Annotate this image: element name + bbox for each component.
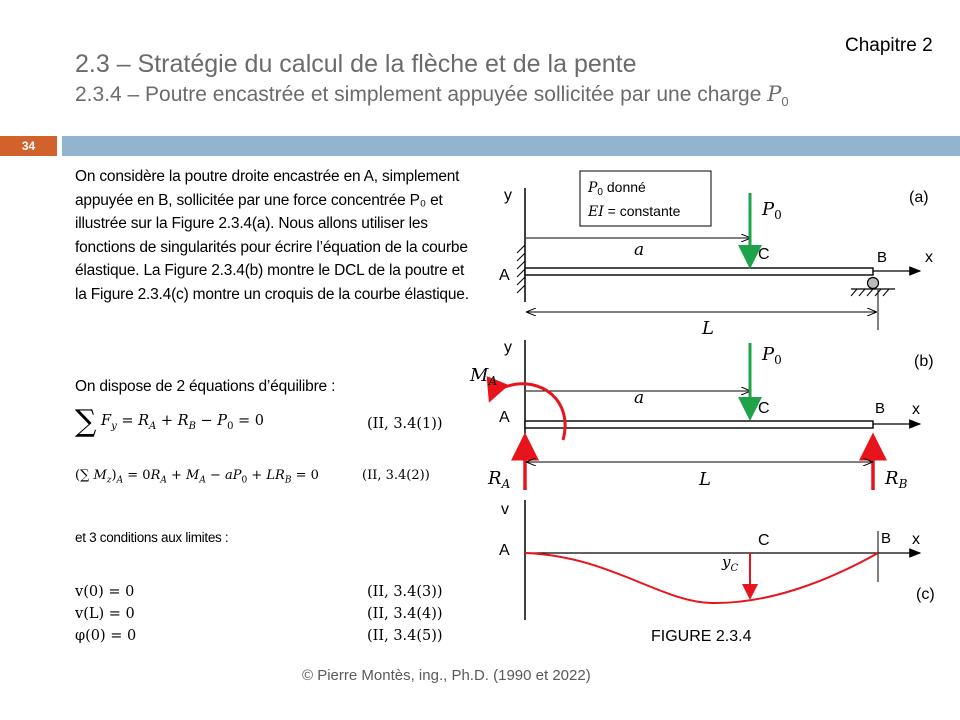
label-RA [487,468,511,491]
label-B-c: B [881,530,892,547]
info-line-1-word: donné [602,179,646,195]
label-P0-a-sub: 0 [774,208,782,222]
roller-ground-hatch [851,289,889,296]
info-line-2 [587,203,681,220]
condition-1-ref: (II, 3.4(3)) [367,584,443,600]
roller-support [868,278,879,289]
label-MA [469,365,497,388]
footer-copyright: © Pierre Montès, ing., Ph.D. (1990 et 2022) [302,667,591,684]
label-L-b: L [699,469,711,490]
subtitle-symbol: P [767,82,782,106]
intro-paragraph: On considère la poutre droite encastrée en A, simplement appuyée en B, sollicitée par une force concentrée P₀ et illustrée sur la Figure 2.3.4(a). Nous allons utiliser les fonctions de singularités pour écrire l’équation de la courbe élastique. La Figure 2.3.4(b) montre le DCL de la poutre et la Figure 2.3.4(c) montre un croquis de la courbe élastique. [75,168,469,303]
slide-title: 2.3 – Stratégie du calcul de la flèche et de la pente [75,50,637,78]
label-C-c: C [758,532,770,549]
label-yC [721,553,738,574]
info-line-2-word: = constante [603,203,681,219]
label-part-b: (b) [914,353,934,370]
condition-3: φ(0) = 0 [75,628,137,644]
label-RB-sub: B [898,477,908,491]
chapter-label: Chapitre 2 [845,35,933,56]
equation-sum-moments: (∑ $M_z)_A = 0R_A + M_A - aP_0 + LR_B = 0$ [75,468,319,486]
label-MA-sub: A [488,374,498,388]
figure-a [499,171,933,339]
label-P0-b-sym: P [762,344,775,365]
label-x-c: x [912,531,920,548]
figure-c [499,500,935,620]
equilibrium-intro: On dispose de 2 équations d’équilibre : [75,378,336,395]
label-B-b: B [875,400,886,417]
conditions-intro: et 3 conditions aux limites : [75,530,229,545]
fixed-support-hatch [517,245,525,293]
equation-1-body: $F_y = R_A + R_B - P_0 = 0$ [101,413,265,432]
label-MA-sym: M [470,365,489,386]
label-P0-b-sub: 0 [774,353,782,367]
label-P0-b [761,344,782,367]
label-A-a: A [499,267,510,284]
label-x-a: x [925,249,933,266]
equation-2-ref: (II, 3.4(2)) [362,468,430,483]
label-RB-sym: R [885,468,899,489]
equation-sum-forces: ∑ $F_y = R_A + R_B - P_0 = 0$ [75,404,265,439]
beam-b [525,421,873,428]
label-A-c: A [499,542,510,559]
label-RB [884,468,908,491]
page-number-badge: 34 [0,136,57,156]
label-a-a: a [634,240,645,260]
label-part-a: (a) [909,189,929,206]
label-L-a: L [702,318,714,339]
label-x-b: x [912,401,920,418]
info-line-1-sub: 0 [597,187,603,198]
figure-caption: FIGURE 2.3.4 [651,628,752,645]
label-part-c: (c) [916,586,935,603]
label-C-b: C [758,400,770,417]
beam-a [525,268,873,275]
equation-1-ref: (II, 3.4(1)) [367,416,443,432]
label-C-a: C [758,246,770,263]
label-P0-a-sym: P [762,199,775,220]
label-a-b: a [634,388,645,408]
info-line-1-sym: P [588,180,598,196]
subtitle-text: 2.3.4 – Poutre encastrée et simplement appuyée sollicitée par une charge [75,83,768,106]
label-y-b: y [504,339,512,356]
label-B-a: B [877,249,888,266]
label-v-c: v [501,501,509,518]
condition-1: v(0) = 0 [75,584,135,600]
condition-3-ref: (II, 3.4(5)) [367,628,443,644]
label-y-a: y [504,187,512,204]
label-RA-sub: A [501,477,511,491]
subtitle-subscript: 0 [781,94,789,110]
figure-b [469,339,934,491]
label-P0-a [761,199,782,222]
label-A-b: A [499,409,510,426]
label-RA-sym: R [488,468,502,489]
condition-2-ref: (II, 3.4(4)) [367,606,443,622]
condition-2: v(L) = 0 [75,606,135,622]
elastic-curve [525,553,878,603]
label-yC-sub: C [730,563,739,574]
info-line-2-sym: EI [588,204,604,220]
label-yC-sym: y [722,553,731,571]
